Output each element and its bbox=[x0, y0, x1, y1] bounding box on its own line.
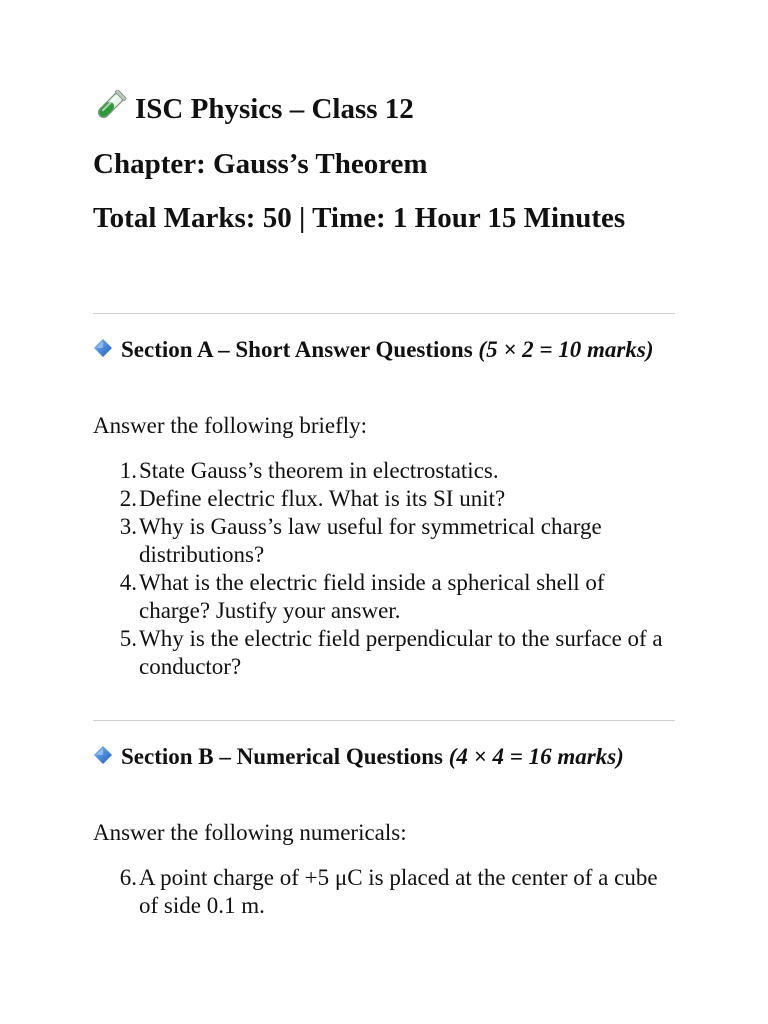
question-text: Define electric flux. What is its SI unit? bbox=[139, 486, 506, 511]
question-number: 3. bbox=[119, 514, 137, 539]
blue-diamond-icon bbox=[93, 745, 113, 765]
section-a-question-list bbox=[93, 457, 675, 681]
section-a-heading bbox=[93, 335, 675, 365]
title-text: ISC Physics – Class 12 bbox=[135, 93, 414, 125]
question-text: A point charge of +5 μC is placed at the center of a cube of side 0.1 m. bbox=[139, 865, 658, 918]
question-number: 5. bbox=[119, 626, 137, 651]
question-text: State Gauss’s theorem in electrostatics. bbox=[139, 458, 499, 483]
section-b-question-list bbox=[93, 864, 675, 920]
question-number: 1. bbox=[119, 458, 137, 483]
list-item bbox=[93, 864, 675, 920]
section-b-heading bbox=[93, 742, 675, 772]
list-item bbox=[93, 457, 675, 485]
list-item bbox=[93, 569, 675, 625]
question-text: What is the electric field inside a spherical shell of charge? Justify your answer. bbox=[139, 570, 605, 623]
blue-diamond-icon bbox=[93, 338, 113, 358]
question-number: 2. bbox=[119, 486, 137, 511]
marks-time-heading: Total Marks: 50 | Time: 1 Hour 15 Minutes bbox=[93, 202, 626, 234]
divider bbox=[93, 313, 675, 314]
section-a-intro: Answer the following briefly: bbox=[93, 413, 368, 438]
question-text: Why is the electric field perpendicular to the surface of a conductor? bbox=[139, 626, 663, 679]
divider bbox=[93, 720, 675, 721]
section-b-intro: Answer the following numericals: bbox=[93, 820, 407, 845]
question-number: 4. bbox=[119, 570, 137, 595]
section-a-title: Section A – Short Answer Questions bbox=[121, 337, 473, 362]
test-tube-icon bbox=[93, 90, 127, 122]
section-b-title: Section B – Numerical Questions bbox=[121, 744, 443, 769]
section-a-marks: (5 × 2 = 10 marks) bbox=[478, 337, 654, 362]
question-number: 6. bbox=[119, 865, 137, 890]
list-item bbox=[93, 625, 675, 681]
page-title bbox=[93, 90, 414, 128]
list-item bbox=[93, 513, 675, 569]
question-text: Why is Gauss’s law useful for symmetrical charge distributions? bbox=[139, 514, 602, 567]
list-item bbox=[93, 485, 675, 513]
section-b-marks: (4 × 4 = 16 marks) bbox=[448, 744, 624, 769]
chapter-heading: Chapter: Gauss’s Theorem bbox=[93, 148, 428, 180]
